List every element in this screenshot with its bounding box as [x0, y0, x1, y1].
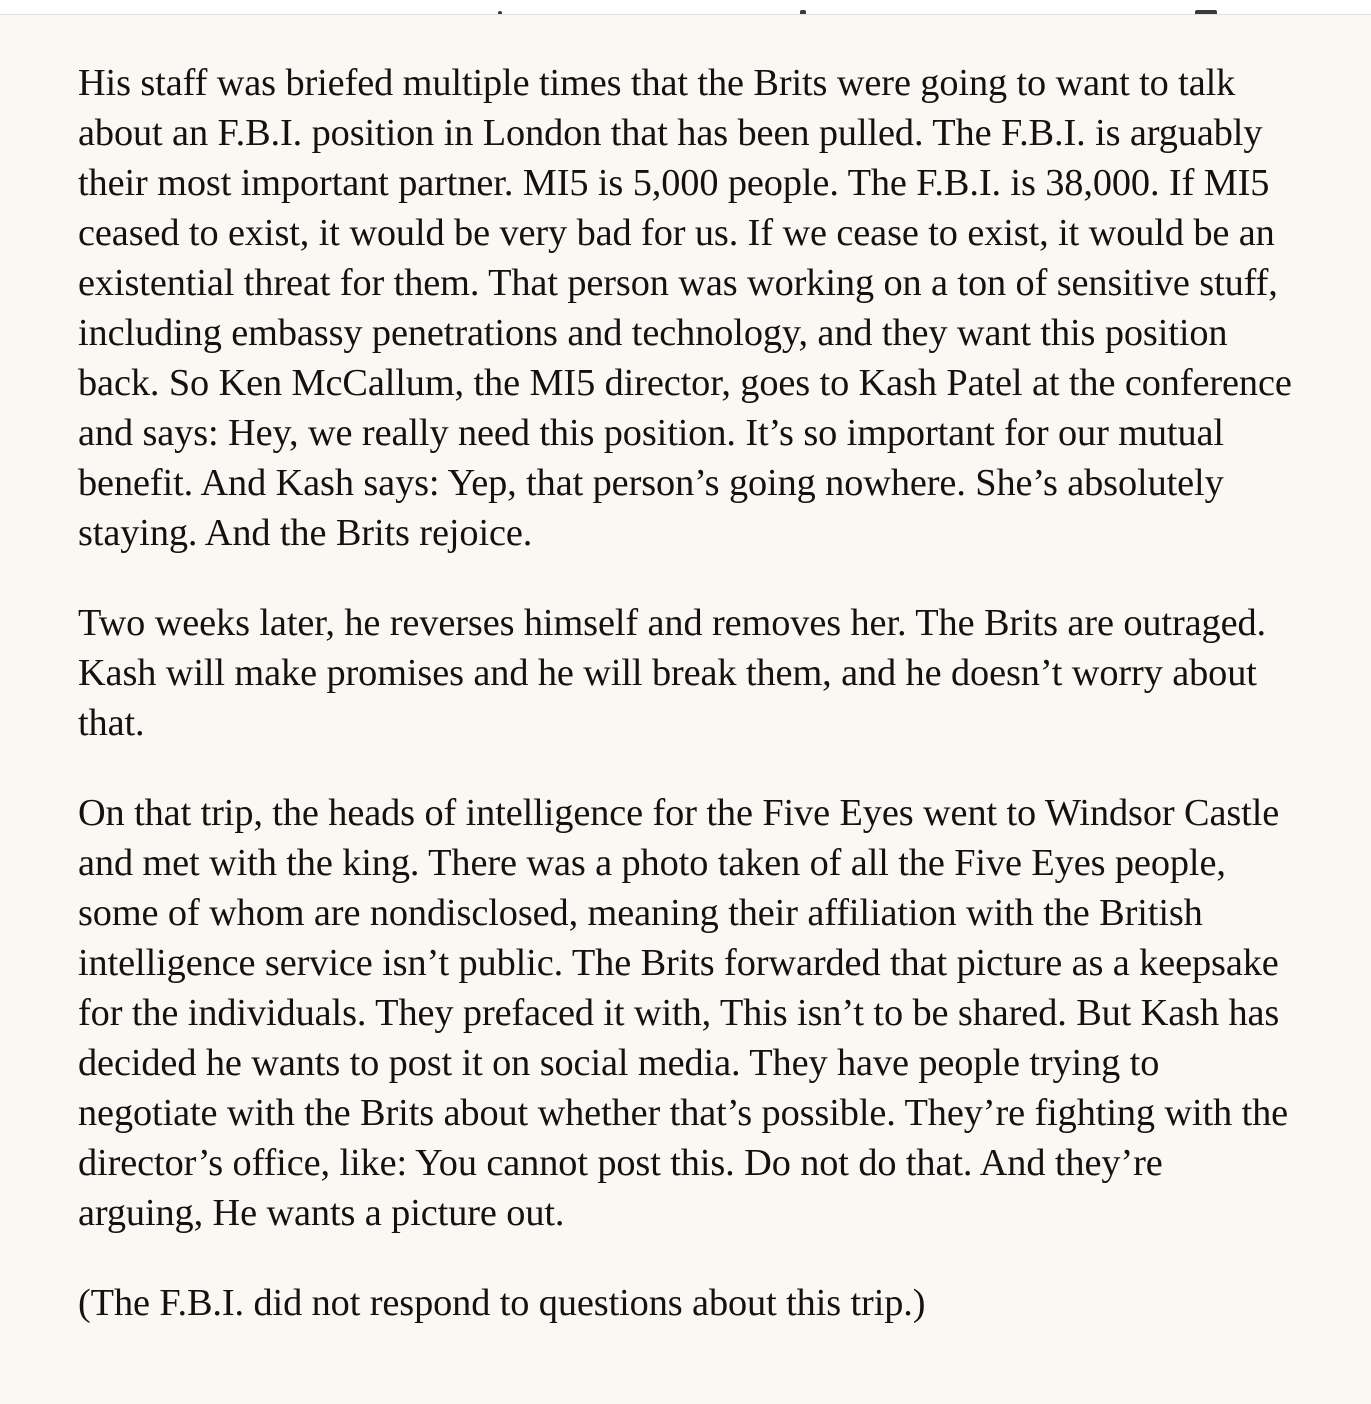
article-body — [78, 58, 1293, 1328]
article-paragraph: His staff was briefed multiple times that the Brits were going to want to talk about an F.B.I. position in London that has been pulled. The F.B.I. is arguably their most important partner. MI5 is 5,000 people. The F.B.I. is 38,000. If MI5 ceased to exist, it would be very bad for us. If we cease to exist, it would be an existential threat for them. That person was working on a ton of sensitive stuff, including embassy penetrations and technology, and they want this position back. So Ken McCallum, the MI5 director, goes to Kash Patel at the conference and says: Hey, we really need this position. It’s so important for our mutual benefit. And Kash says: Yep, that person’s going nowhere. She’s absolutely staying. And the Brits rejoice. — [78, 62, 1292, 554]
clipped-previous-line — [0, 0, 1371, 15]
clipped-glyph — [800, 10, 806, 14]
clipped-glyph — [1195, 10, 1217, 14]
clipped-glyph — [498, 11, 502, 14]
article-paragraph: On that trip, the heads of intelligence for the Five Eyes went to Windsor Castle and met with the king. There was a photo taken of all the Five Eyes people, some of whom are nondisclosed, meaning their affiliation with the British intelligence service isn’t public. The Brits forwarded that picture as a keepsake for the individuals. They prefaced it with, This isn’t to be shared. But Kash has decided he wants to post it on social media. They have people trying to negotiate with the Brits about whether that’s possible. They’re fighting with the director’s office, like: You cannot post this. Do not do that. And they’re arguing, He wants a picture out. — [78, 792, 1289, 1234]
article-paragraph: Two weeks later, he reverses himself and removes her. The Brits are outraged. Kash will make promises and he will break them, and he doesn’t worry about that. — [78, 602, 1266, 744]
article-paragraph-note: (The F.B.I. did not respond to questions about this trip.) — [78, 1282, 926, 1324]
